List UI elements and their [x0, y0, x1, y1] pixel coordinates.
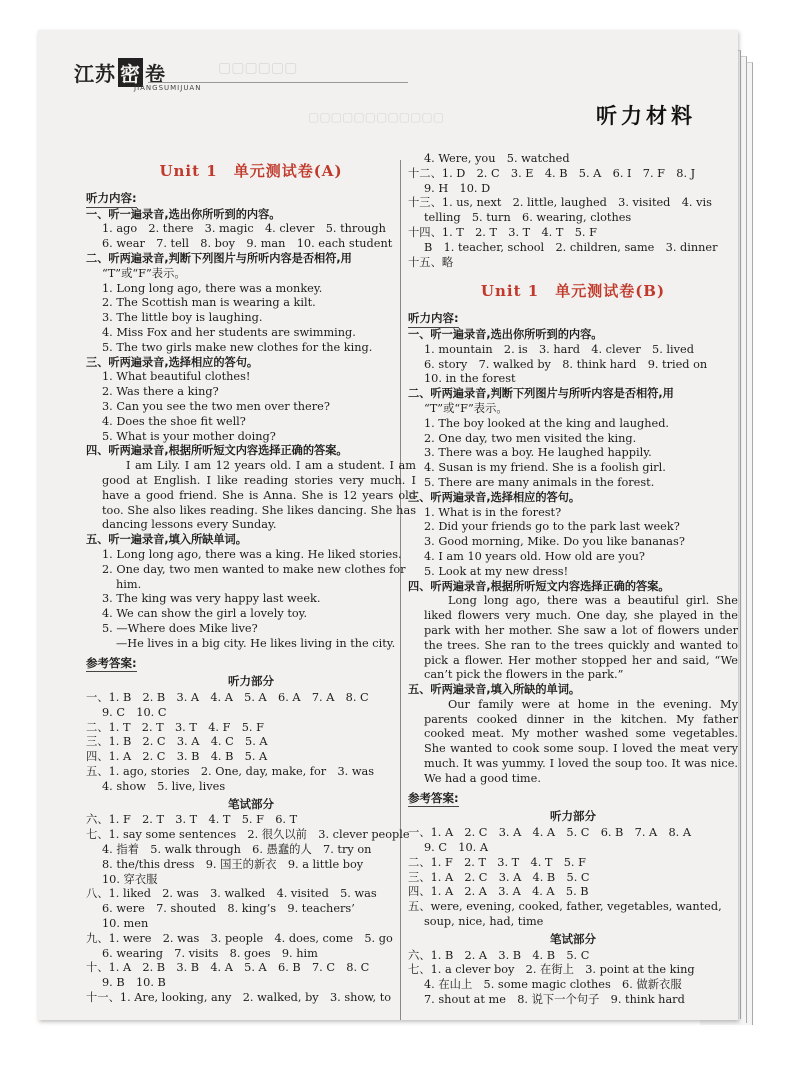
answer-line: 10. men: [102, 917, 149, 931]
answer-line: B 1. teacher, school 2. children, same 3. dinner: [424, 240, 718, 254]
answer-line: 九、1. were 2. was 3. people 4. does, come 5. go: [86, 931, 393, 945]
question-4-heading: 四、听两遍录音,根据所听短文内容选择正确的答案。: [86, 444, 348, 458]
list-item: 5. The two girls make new clothes for the king.: [102, 340, 373, 354]
unit-title-b: Unit 1 单元测试卷(B): [480, 282, 666, 301]
listening-heading: 听力内容:: [86, 191, 137, 208]
answer-line: 六、1. B 2. A 3. B 4. B 5. C: [408, 948, 590, 962]
answer-line: 6. wearing 7. visits 8. goes 9. him: [102, 946, 318, 960]
answer-line: 十四、1. T 2. T 3. T 4. T 5. F: [408, 225, 597, 239]
list-item: 4. Miss Fox and her students are swimming.: [102, 325, 356, 339]
unit-title-a: Unit 1 单元测试卷(A): [159, 162, 343, 180]
answer-line: 六、1. F 2. T 3. T 4. T 5. F 6. T: [86, 813, 298, 827]
list-item: 1. The boy looked at the king and laughed.: [424, 416, 670, 430]
list-item: 4. Susan is my friend. She is a foolish girl.: [424, 461, 666, 475]
answer-line: 七、1. a clever boy 2. 在街上 3. point at the king: [408, 963, 695, 977]
q5-passage: Our family were at home in the evening. My parents cooked dinner in the kitchen. My father cooked meat. My mother washed some vegetables. She wanted to cook some soup. I loved the meat very much. It was yummy. I loved the soup too. It was nice. We had a good time.: [424, 697, 738, 785]
q1-line: 6. story 7. walked by 8. think hard 9. tried on: [424, 357, 708, 371]
answer-line: 十二、1. D 2. C 3. E 4. B 5. A 6. I 7. F 8. J: [408, 166, 696, 180]
left-column: [86, 158, 416, 1006]
document-page: [38, 30, 738, 1020]
list-item: 5. Look at my new dress!: [424, 564, 569, 578]
q2-continuation: “T”或“F”表示。: [424, 401, 508, 415]
answer-line: 十一、1. Are, looking, any 2. walked, by 3. show, to: [86, 991, 392, 1005]
question-5-heading: 五、听两遍录音,填入所缺的单词。: [408, 683, 581, 697]
answer-line: 9. C 10. C: [102, 705, 167, 719]
answer-line: 三、1. A 2. C 3. A 4. B 5. C: [408, 870, 590, 884]
question-1-heading: 一、听一遍录音,选出你所听到的内容。: [408, 327, 603, 341]
answer-line: 七、1. say some sentences 2. 很久以前 3. clever people: [86, 828, 410, 842]
answer-line: 4. 指着 5. walk through 6. 愚蠢的人 7. try on: [102, 843, 372, 857]
q1-line: 10. in the forest: [424, 372, 516, 386]
q1-line: 1. mountain 2. is 3. hard 4. clever 5. lived: [424, 342, 694, 356]
answer-line: 十、1. A 2. B 3. B 4. A 5. A 6. B 7. C 8. C: [86, 961, 370, 975]
list-item: 4. I am 10 years old. How old are you?: [424, 549, 645, 563]
list-item: 1. What is in the forest?: [424, 505, 562, 519]
list-item: 3. Good morning, Mike. Do you like bananas?: [424, 535, 685, 549]
list-item: 2. Did your friends go to the park last week?: [424, 520, 680, 534]
answer-line: 五、1. ago, stories 2. One, day, make, for 3. was: [86, 765, 375, 779]
question-3-heading: 三、听两遍录音,选择相应的答句。: [86, 355, 259, 369]
answer-line: telling 5. turn 6. wearing, clothes: [424, 211, 632, 225]
right-column: [408, 152, 738, 1008]
answer-line: 6. were 7. shouted 8. king’s 9. teachers’: [102, 902, 355, 916]
list-item: 2. One day, two men visited the king.: [424, 431, 637, 445]
header-rule: [148, 82, 408, 83]
logo-part-2: 卷: [145, 62, 166, 86]
answer-line: 十五、略: [408, 255, 454, 269]
q1-line: 1. ago 2. there 3. magic 4. clever 5. through: [102, 222, 386, 236]
answer-line: 7. shout at me 8. 说下一个句子 9. think hard: [424, 993, 685, 1007]
answer-line: 9. C 10. A: [424, 841, 489, 855]
question-1-heading: 一、听一遍录音,选出你所听到的内容。: [86, 207, 281, 221]
answers-heading: 参考答案:: [408, 791, 459, 808]
answer-line: 十三、1. us, next 2. little, laughed 3. visited 4. vis: [408, 196, 712, 210]
list-item: 4. We can show the girl a lovely toy.: [102, 607, 308, 621]
q1-line: 6. wear 7. tell 8. boy 9. man 10. each student: [102, 237, 393, 251]
answer-line: 四、1. A 2. C 3. B 4. B 5. A: [86, 750, 268, 764]
answer-line: 9. H 10. D: [424, 181, 491, 195]
logo-pinyin: JIANGSUMIJUAN: [134, 84, 202, 92]
question-3-heading: 三、听两遍录音,选择相应的答句。: [408, 490, 581, 504]
answer-line: 一、1. A 2. C 3. A 4. A 5. C 6. B 7. A 8. A: [408, 826, 692, 840]
answer-line: 一、1. B 2. B 3. A 4. A 5. A 6. A 7. A 8. C: [86, 691, 369, 705]
list-item: 1. Long long ago, there was a king. He liked stories.: [102, 547, 402, 561]
listening-part-heading: 听力部分: [228, 674, 274, 689]
list-item: 5. There are many animals in the forest.: [424, 475, 655, 489]
bleed-through-text: ▢▢▢▢▢▢: [218, 60, 298, 76]
list-item: 1. What beautiful clothes!: [102, 370, 251, 384]
answer-line: 四、1. A 2. A 3. A 4. A 5. B: [408, 885, 589, 899]
logo-part-1: 江苏: [74, 62, 116, 86]
answer-line: 10. 穿衣服: [102, 872, 158, 886]
list-item: him.: [116, 577, 142, 591]
list-item: 3. There was a boy. He laughed happily.: [424, 446, 652, 460]
section-title: 听力材料: [596, 104, 696, 128]
answer-line: 4. show 5. live, lives: [102, 779, 226, 793]
q4-passage: Long long ago, there was a beautiful girl. She liked flowers very much. One day, she played in the park with her mother. She saw a lot of flowers under the trees. She ran to the trees quickly and wanted to pick a flower. Her mother stopped her and said, “We can’t pick the flowers in the park.”: [424, 594, 738, 682]
question-2-heading: 二、听两遍录音,判断下列图片与所听内容是否相符,用: [86, 251, 352, 265]
bleed-through-text-2: ▢▢▢▢▢▢▢▢▢▢▢▢: [308, 110, 445, 124]
logo-boxed-char: 密: [118, 58, 143, 87]
q2-continuation: “T”或“F”表示。: [102, 266, 186, 280]
list-item: 2. One day, two men wanted to make new clothes for: [102, 562, 406, 576]
listening-heading: 听力内容:: [408, 311, 459, 328]
list-item: 2. The Scottish man is wearing a kilt.: [102, 296, 316, 310]
list-item: 3. The king was very happy last week.: [102, 592, 321, 606]
question-4-heading: 四、听两遍录音,根据所听短文内容选择正确的答案。: [408, 579, 670, 593]
question-2-heading: 二、听两遍录音,判断下列图片与所听内容是否相符,用: [408, 387, 674, 401]
answer-line: 4. 在山上 5. some magic clothes 6. 做新衣服: [424, 978, 682, 992]
series-logo: [74, 52, 264, 92]
answers-heading: 参考答案:: [86, 656, 137, 673]
answer-line: 4. Were, you 5. watched: [424, 152, 570, 165]
answer-line: 8. the/this dress 9. 国王的新衣 9. a little boy: [102, 857, 364, 871]
answer-line: 二、1. F 2. T 3. T 4. T 5. F: [408, 855, 586, 869]
writing-part-heading: 笔试部分: [550, 931, 596, 946]
q4-passage: I am Lily. I am 12 years old. I am a student. I am good at English. I like reading stories very much. I have a good friend. She is Anna. She is 12 years old too. She also likes reading. She likes dancing. She has dancing lessons every Sunday.: [102, 459, 416, 532]
listening-part-heading: 听力部分: [550, 809, 596, 824]
answer-line: 9. B 10. B: [102, 976, 166, 990]
list-item: 5. —Where does Mike live?: [102, 621, 258, 635]
list-item: 3. The little boy is laughing.: [102, 311, 263, 325]
answer-line: 三、1. B 2. C 3. A 4. C 5. A: [86, 735, 268, 749]
answer-line: 二、1. T 2. T 3. T 4. F 5. F: [86, 720, 264, 734]
list-item: 2. Was there a king?: [102, 385, 219, 399]
writing-part-heading: 笔试部分: [228, 796, 274, 811]
answer-line: 八、1. liked 2. was 3. walked 4. visited 5. was: [86, 887, 377, 901]
question-5-heading: 五、听一遍录音,填入所缺单词。: [86, 533, 247, 547]
answer-line: soup, nice, had, time: [424, 915, 544, 929]
list-item: 5. What is your mother doing?: [102, 429, 276, 443]
list-item: 1. Long long ago, there was a monkey.: [102, 281, 323, 295]
answer-line: 五、were, evening, cooked, father, vegetables, wanted,: [408, 900, 722, 914]
list-item: 3. Can you see the two men over there?: [102, 399, 330, 413]
list-item: —He lives in a big city. He likes living in the city.: [116, 636, 396, 650]
list-item: 4. Does the shoe fit well?: [102, 414, 246, 428]
